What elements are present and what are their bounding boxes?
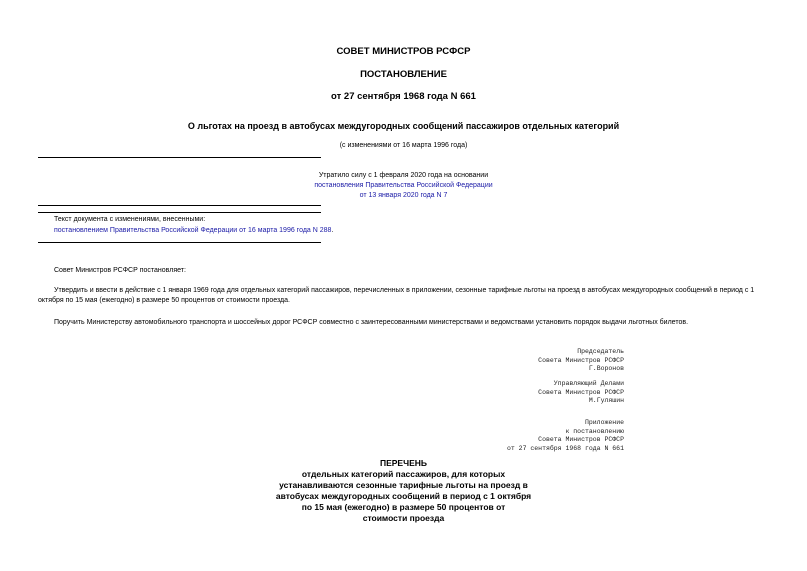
status-bottom-divider [38,205,321,206]
amend-bottom-divider [38,242,321,243]
status-text: Утратило силу с 1 февраля 2020 года на основании [318,172,489,179]
signature-chairman: Председатель Совета Министров РСФСР Г.Воронов [538,348,624,372]
appendix-title: ПЕРЕЧЕНЬ [379,458,427,468]
appendix-subtitle-line-3: автобусах междугородных сообщений в период с 1 октября [275,491,532,501]
paragraph-2: Поручить Министерству автомобильного транспорта и шоссейных дорог РСФСР совместно с заинтересованными министерствами и ведомствами установить порядок выдачи льготных билетов. [54,319,689,326]
document-date-number: от 27 сентября 1968 года N 661 [331,91,476,102]
appendix-subtitle-line-5: стоимости проезда [362,513,445,523]
changes-note: (с изменениями от 16 марта 1996 года) [339,142,468,149]
appendix-note: Приложение к постановлению Совета Министров РСФСР от 27 сентября 1968 года N 661 [506,419,624,452]
signature-manager: Управляющий Делами Совета Министров РСФСР М.Гуляшин [538,380,624,404]
document-title: О льготах на проезд в автобусах междугородных сообщений пассажиров отдельных категорий [187,121,620,131]
status-top-divider [38,157,321,158]
appendix-subtitle-line-1: отдельных категорий пассажиров, для которых [301,469,506,479]
intro-text: Совет Министров РСФСР постановляет: [54,267,186,274]
amend-line [54,226,333,236]
amend-link-suffix: . [331,227,334,234]
document-type: ПОСТАНОВЛЕНИЕ [360,69,447,80]
appendix-subtitle-line-4: по 15 мая (ежегодно) в размере 50 процентов от [301,502,506,512]
repeal-link-line2[interactable] [0,190,807,201]
issuer-heading: СОВЕТ МИНИСТРОВ РСФСР [336,46,471,57]
amend-label: Текст документа с изменениями, внесенными: [54,216,206,223]
appendix-subtitle-line-2: устанавливаются сезонные тарифные льготы на проезд в [279,480,528,490]
repeal-link-date[interactable]: от 13 января 2020 года N 7 [359,192,448,199]
repeal-link[interactable]: постановления Правительства Российской Федерации [314,182,493,189]
amend-top-divider [38,212,321,213]
amend-link[interactable]: постановлением Правительства Российской Федерации от 16 марта 1996 года N 288 [54,227,332,234]
paragraph-1: Утвердить и ввести в действие с 1 января 1969 года для отдельных категорий пассажиров, перечисленных в приложении, сезонные тарифные льготы на проезд в автобусах междугородных сообщений в период с 1 октября по 15 мая (ежегодно) в размере 50 процентов от стоимости проезда. [38,287,755,304]
